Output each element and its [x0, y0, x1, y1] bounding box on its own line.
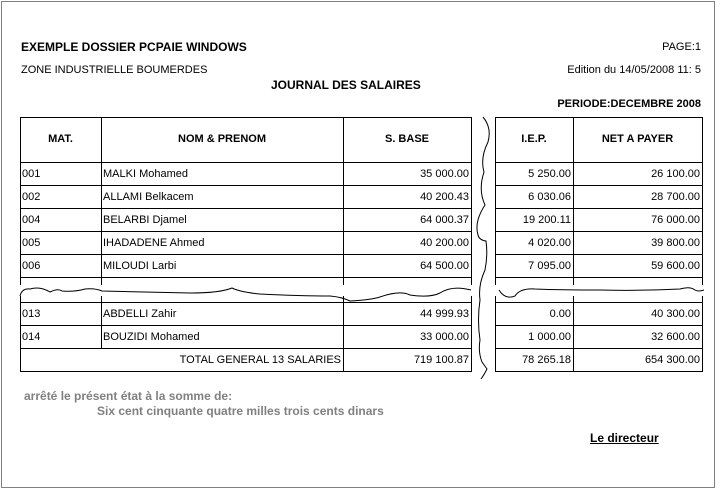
cell-base: 40 200.43: [420, 191, 469, 203]
header-iep: I.E.P.: [521, 133, 547, 145]
cell-base: 35 000.00: [420, 168, 469, 180]
cell-iep: 4 020.00: [528, 237, 571, 249]
header-base: S. BASE: [384, 133, 429, 145]
cell-net: 28 700.00: [651, 191, 700, 203]
cell-nom: IHADADENE Ahmed: [103, 237, 205, 249]
vertical-tear-line: [477, 117, 489, 379]
cell-net: 76 000.00: [651, 214, 700, 226]
cell-nom: MILOUDI Larbi: [103, 260, 177, 272]
cell-net: 39 800.00: [651, 237, 700, 249]
cell-mat: 004: [22, 214, 41, 226]
horizontal-tear-line-right: [499, 288, 704, 297]
header-mat: MAT.: [48, 133, 73, 145]
cell-base: 44 999.93: [420, 308, 469, 320]
amount-in-words: Six cent cinquante quatre milles trois cents dinars: [97, 404, 384, 418]
total-base: 719 100.87: [413, 354, 469, 366]
cell-net: 32 600.00: [651, 331, 700, 343]
cell-iep: 5 250.00: [528, 168, 571, 180]
cell-mat: 014: [22, 331, 41, 343]
cell-base: 40 200.00: [420, 237, 469, 249]
report-period: PERIODE:DECEMBRE 2008: [557, 98, 701, 110]
cell-iep: 0.00: [549, 308, 571, 320]
signature-label: Le directeur: [590, 431, 659, 445]
total-label: TOTAL GENERAL 13 SALARIES: [179, 354, 341, 366]
company-name: EXEMPLE DOSSIER PCPAIE WINDOWS: [21, 40, 247, 54]
cell-mat: 006: [22, 260, 41, 272]
cell-base: 64 500.00: [420, 260, 469, 272]
header-nom: NOM & PRENOM: [178, 133, 266, 145]
cell-mat: 002: [22, 191, 41, 203]
cell-mat: 001: [22, 168, 41, 180]
total-iep: 78 265.18: [522, 354, 571, 366]
cell-mat: 013: [22, 308, 41, 320]
cell-iep: 7 095.00: [528, 260, 571, 272]
cell-mat: 005: [22, 237, 41, 249]
closing-statement: arrêté le présent état à la somme de:: [24, 389, 233, 403]
report-title: JOURNAL DES SALAIRES: [271, 78, 421, 92]
cell-nom: ALLAMI Belkacem: [103, 191, 194, 203]
cell-nom: MALKI Mohamed: [103, 168, 188, 180]
cell-net: 59 600.00: [651, 260, 700, 272]
cell-nom: BELARBI Djamel: [103, 214, 187, 226]
total-net: 654 300.00: [644, 354, 700, 366]
edition-date: Edition du 14/05/2008 11: 5: [567, 64, 701, 76]
horizontal-tear-line-left: [20, 288, 471, 301]
cell-net: 26 100.00: [651, 168, 700, 180]
cell-base: 64 000.37: [420, 214, 469, 226]
page-number: PAGE:1: [662, 41, 701, 53]
cell-iep: 6 030.06: [528, 191, 571, 203]
cell-nom: ABDELLI Zahir: [103, 308, 177, 320]
cell-iep: 1 000.00: [528, 331, 571, 343]
cell-iep: 19 200.11: [522, 214, 571, 226]
cell-base: 33 000.00: [420, 331, 469, 343]
header-net: NET A PAYER: [601, 133, 674, 145]
cell-net: 40 300.00: [651, 308, 700, 320]
company-address: ZONE INDUSTRIELLE BOUMERDES: [21, 64, 208, 76]
cell-nom: BOUZIDI Mohamed: [103, 331, 200, 343]
